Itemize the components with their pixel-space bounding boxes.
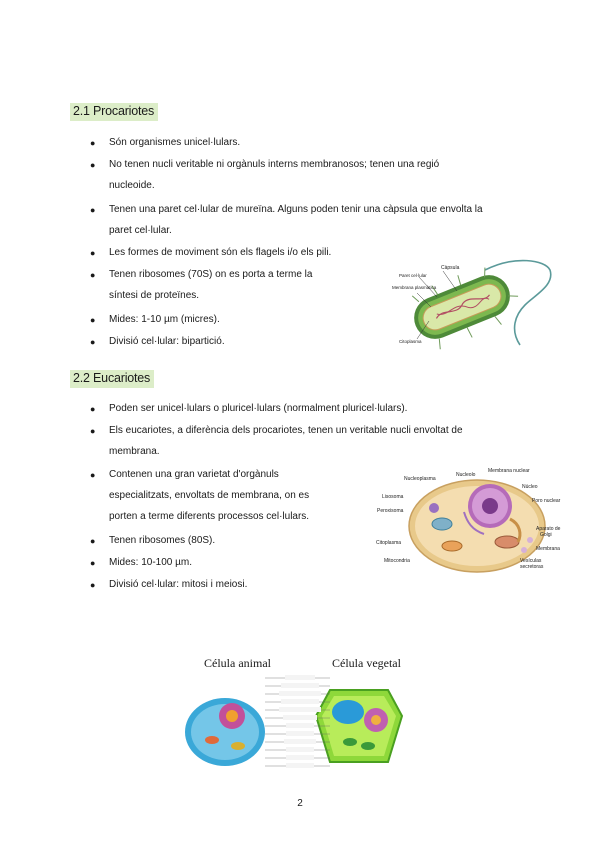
svg-text:secretoras: secretoras — [520, 564, 544, 570]
section-heading-procariotes: 2.1 Procariotes — [70, 103, 158, 121]
svg-text:Núcleo: Núcleo — [522, 484, 538, 490]
svg-text:Célula animal: Célula animal — [204, 656, 271, 670]
svg-text:Vesículas: Vesículas — [520, 558, 542, 564]
svg-text:Membrana nuclear: Membrana nuclear — [488, 468, 530, 474]
svg-text:Célula vegetal: Célula vegetal — [332, 656, 401, 670]
svg-text:Paret cel·lular: Paret cel·lular — [399, 273, 427, 278]
page-number: 2 — [297, 798, 303, 809]
section-heading-eucariotes: 2.2 Eucariotes — [70, 370, 154, 388]
svg-text:Golgi: Golgi — [540, 532, 552, 538]
svg-text:Poro nuclear: Poro nuclear — [532, 498, 561, 504]
prokaryote-cell-figure — [385, 255, 560, 355]
svg-text:Nucleolo: Nucleolo — [456, 472, 476, 478]
eukaryote-cell-figure — [372, 464, 572, 580]
svg-text:Citoplasma: Citoplasma — [376, 540, 402, 546]
svg-text:Citoplasma: Citoplasma — [399, 339, 422, 344]
svg-text:Membrana: Membrana — [536, 546, 560, 552]
svg-text:Càpsula: Càpsula — [441, 265, 460, 271]
svg-text:Aparato de: Aparato de — [536, 526, 561, 532]
svg-text:Mitocondria: Mitocondria — [384, 558, 410, 564]
animal-vs-plant-cell-figure — [180, 650, 420, 778]
svg-text:Lisosoma: Lisosoma — [382, 494, 404, 500]
svg-text:Nucleoplasma: Nucleoplasma — [404, 476, 436, 482]
svg-text:Membrana plasmàtica: Membrana plasmàtica — [392, 285, 437, 290]
svg-text:Peroxisoma: Peroxisoma — [377, 508, 404, 514]
